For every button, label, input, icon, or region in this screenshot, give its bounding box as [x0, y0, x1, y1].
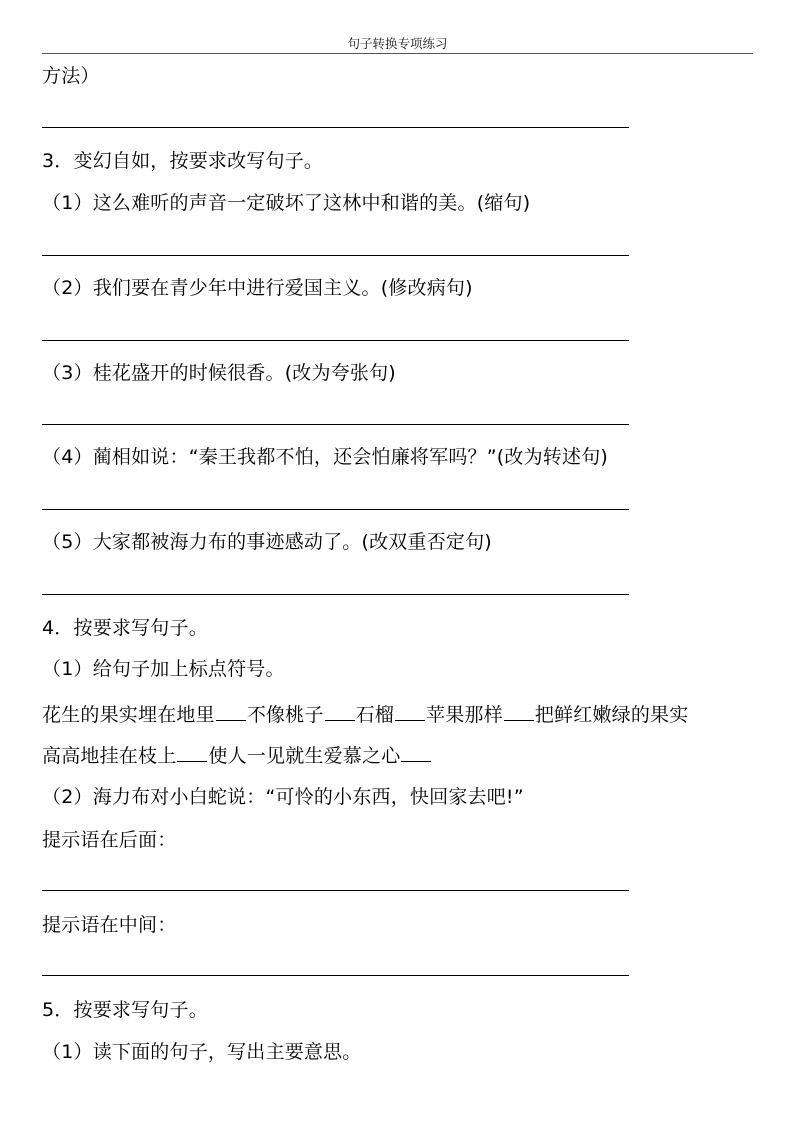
question-3-4: （4）蔺相如说：“秦王我都不怕，还会怕廉将军吗？”(改为转述句)	[42, 446, 609, 468]
hint-after-label: 提示语在后面：	[42, 829, 177, 851]
punctuation-blank[interactable]	[177, 743, 207, 762]
page-header: 句子转换专项练习	[347, 36, 448, 51]
answer-line[interactable]	[42, 340, 629, 341]
answer-line[interactable]	[42, 424, 629, 425]
punctuation-blank[interactable]	[325, 702, 355, 721]
question-4-2: （2）海力布对小白蛇说：“可怜的小东西，快回家去吧!”	[42, 786, 524, 808]
question-5-title: 5．按要求写句子。	[42, 999, 208, 1021]
answer-line[interactable]	[42, 594, 629, 595]
question-3-1: （1）这么难听的声音一定破坏了这林中和谐的美。(缩句)	[42, 192, 531, 214]
punctuation-sentence-line-2	[42, 743, 432, 768]
sentence-segment: 石榴	[355, 704, 395, 726]
question-3-title: 3．变幻自如，按要求改写句子。	[42, 150, 324, 172]
answer-line[interactable]	[42, 127, 629, 128]
sentence-segment: 高高地挂在枝上	[42, 745, 177, 767]
punctuation-blank[interactable]	[395, 702, 425, 721]
hint-middle-label: 提示语在中间：	[42, 914, 177, 936]
question-3-5: （5）大家都被海力布的事迹感动了。(改双重否定句)	[42, 531, 492, 553]
question-4-1: （1）给句子加上标点符号。	[42, 658, 285, 680]
sentence-segment: 苹果那样	[426, 704, 503, 726]
punctuation-blank[interactable]	[216, 702, 246, 721]
sentence-segment: 把鲜红嫩绿的果实	[534, 704, 689, 726]
question-3-3: （3）桂花盛开的时候很香。(改为夸张句)	[42, 362, 396, 384]
punctuation-sentence-line-1	[42, 702, 688, 727]
answer-line[interactable]	[42, 890, 629, 891]
question-4-title: 4．按要求写句子。	[42, 617, 208, 639]
punctuation-blank[interactable]	[401, 743, 431, 762]
sentence-segment: 使人一见就生爱慕之心	[208, 745, 401, 767]
sentence-segment: 不像桃子	[246, 704, 324, 726]
header-divider	[42, 53, 753, 54]
text-line: 方法）	[42, 65, 100, 87]
answer-line[interactable]	[42, 509, 629, 510]
question-3-2: （2）我们要在青少年中进行爱国主义。(修改病句)	[42, 277, 473, 299]
punctuation-blank[interactable]	[504, 702, 534, 721]
question-5-1: （1）读下面的句子，写出主要意思。	[42, 1041, 362, 1063]
sentence-segment: 花生的果实埋在地里	[42, 704, 215, 726]
answer-line[interactable]	[42, 975, 629, 976]
answer-line[interactable]	[42, 255, 629, 256]
